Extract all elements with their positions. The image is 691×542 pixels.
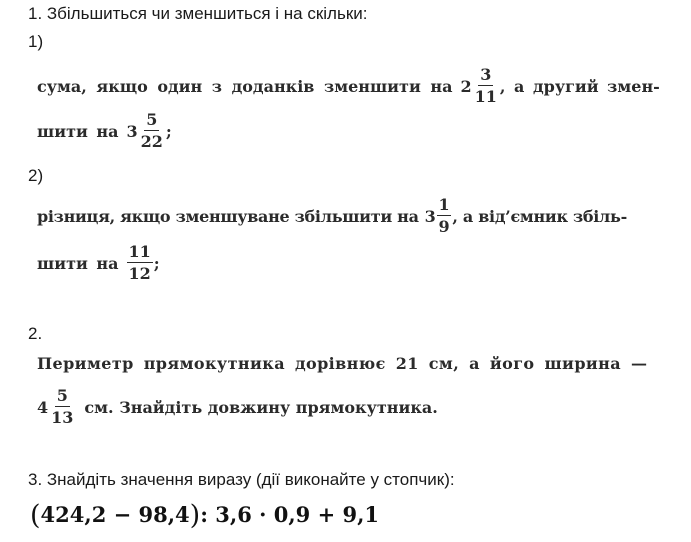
task3-heading: 3. Знайдіть значення виразу (дії виконайте у стопчик): (28, 470, 455, 489)
item2-frac1-num: 1 (438, 195, 450, 214)
task2-frac-den: 13 (51, 408, 74, 427)
item1-frac2 (139, 112, 165, 150)
expr-open-paren: ( (30, 500, 41, 531)
item2-frac2-den: 12 (128, 264, 151, 283)
item1-line2-end: ; (165, 121, 172, 141)
item1-frac2-den: 22 (140, 132, 163, 151)
item2-line1-text: різниця, якщо зменшуване збільшити на (37, 206, 419, 226)
expr-inner: 424,2 − 98,4 (40, 502, 190, 527)
item1-frac1-den: 11 (474, 87, 497, 106)
item2-line2-end: ; (153, 253, 160, 273)
task1-item2-label: 2) (28, 166, 44, 185)
item1-frac2-whole: 3 (126, 121, 138, 141)
item1-line1-end: , а другий змен- (499, 76, 660, 96)
task1-item1-line2 (37, 108, 172, 154)
task3-expression (30, 500, 379, 531)
task2-frac-whole: 4 (37, 397, 49, 417)
item2-frac2 (127, 244, 153, 282)
item1-line1-text: сума, якщо один з доданків зменшити на (37, 76, 453, 96)
item2-frac1-whole: 3 (424, 206, 436, 226)
task2-label: 2. (28, 324, 43, 343)
task2-line1: Периметр прямокутника дорівнює 21 см, а його ширина — (37, 354, 648, 373)
item1-frac1-whole: 2 (460, 76, 472, 96)
expr-rest: : 3,6 · 0,9 + 9,1 (200, 502, 380, 527)
item1-frac2-num: 5 (146, 110, 158, 129)
item2-frac1-den: 9 (438, 217, 450, 236)
task1-item2-line1 (37, 194, 627, 238)
item2-frac1 (437, 197, 452, 235)
expr-close-paren: ) (189, 500, 201, 531)
item1-line2-text: шити на (37, 121, 119, 141)
item2-frac2-num: 11 (128, 242, 151, 261)
task2-line2-end: см. Знайдіть довжину прямокутника. (84, 397, 438, 417)
task1-heading: 1. Збільшиться чи зменшиться і на скільки: (28, 4, 368, 23)
task2-line2 (37, 384, 438, 430)
item2-line1-end: , а від’ємник збіль- (452, 206, 627, 226)
task2-frac (49, 388, 75, 426)
item2-line2-text: шити на (37, 253, 119, 273)
task1-item2-line2 (37, 240, 160, 286)
item1-frac1 (473, 67, 499, 105)
task1-item1-label: 1) (28, 32, 44, 51)
task2-frac-num: 5 (56, 386, 68, 405)
item1-frac1-num: 3 (480, 65, 492, 84)
task1-item1-line1 (37, 64, 660, 108)
